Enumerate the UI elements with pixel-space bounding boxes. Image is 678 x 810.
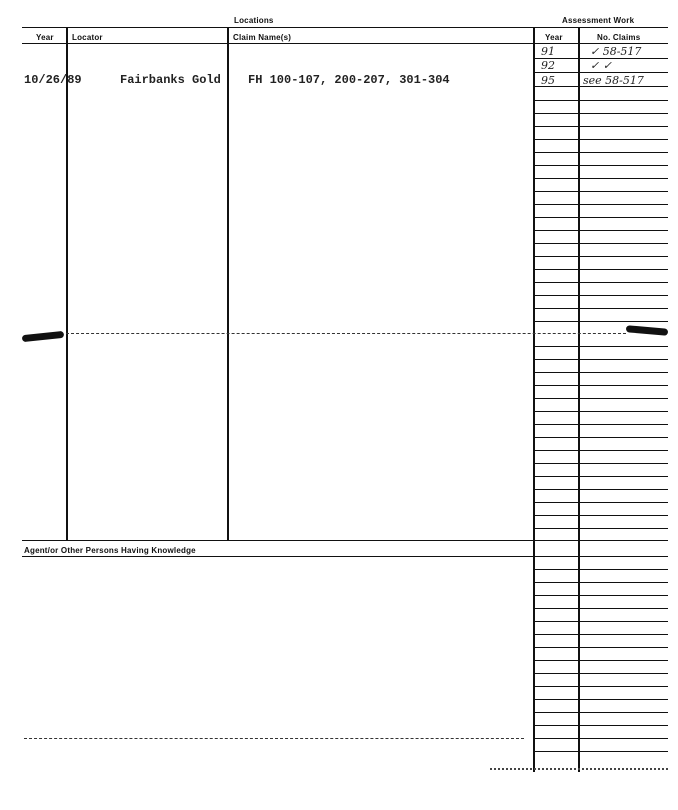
- no-claims-column-header: No. Claims: [597, 33, 641, 42]
- ruled-line: [533, 686, 668, 687]
- ruled-line: [533, 346, 668, 347]
- ruled-line: [533, 738, 668, 739]
- header-top-rule: [22, 27, 668, 28]
- ruled-line: [533, 712, 668, 713]
- ruled-line: [533, 191, 668, 192]
- ruled-line: [533, 217, 668, 218]
- ruled-line: [533, 385, 668, 386]
- ruled-line: [533, 673, 668, 674]
- assessment-claims-3: see 58-517: [583, 74, 644, 87]
- ruled-line: [533, 608, 668, 609]
- fold-line: [66, 333, 626, 334]
- ruled-line: [533, 321, 668, 322]
- locations-header: Locations: [234, 16, 274, 25]
- year-locator-divider: [66, 27, 68, 540]
- ruled-line: [533, 308, 668, 309]
- header-bottom-rule: [22, 43, 668, 44]
- ruled-line: [533, 256, 668, 257]
- ruled-line: [533, 230, 668, 231]
- ruled-line: [533, 269, 668, 270]
- ruled-line: [533, 647, 668, 648]
- ruled-line: [533, 243, 668, 244]
- ruled-line: [533, 178, 668, 179]
- ruled-line: [533, 489, 668, 490]
- assessment-work-header: Assessment Work: [562, 16, 635, 25]
- ruled-line: [533, 725, 668, 726]
- assessment-claims-1: ✓ 58-517: [590, 45, 642, 58]
- ruled-line: [533, 139, 668, 140]
- fold-ink-mark-right: [626, 325, 668, 336]
- ruled-line: [533, 463, 668, 464]
- bottom-scan-artifact: [490, 768, 668, 770]
- ruled-line: [533, 113, 668, 114]
- assessment-claims-2: ✓ ✓: [590, 59, 612, 72]
- ruled-line: [533, 359, 668, 360]
- assessment-year-column-header: Year: [545, 33, 563, 42]
- agent-section-header: Agent/or Other Persons Having Knowledge: [24, 546, 196, 555]
- ruled-line: [533, 556, 668, 557]
- ruled-line: [533, 528, 668, 529]
- ruled-line: [533, 515, 668, 516]
- ruled-line: [533, 424, 668, 425]
- lower-fold-line: [24, 738, 524, 739]
- ruled-line: [533, 502, 668, 503]
- ruled-line: [533, 699, 668, 700]
- ruled-line: [533, 282, 668, 283]
- locator-claims-divider: [227, 27, 229, 540]
- ruled-line: [533, 126, 668, 127]
- entry-locator: Fairbanks Gold: [120, 73, 221, 87]
- ruled-line: [533, 476, 668, 477]
- ruled-line: [533, 621, 668, 622]
- entry-claims: FH 100-107, 200-207, 301-304: [248, 73, 450, 87]
- ruled-line: [533, 569, 668, 570]
- ruled-line: [533, 634, 668, 635]
- locator-column-header: Locator: [72, 33, 103, 42]
- fold-ink-mark-left: [22, 331, 65, 342]
- assessment-year-1: 91: [541, 45, 555, 58]
- assessment-year-3: 95: [541, 74, 555, 87]
- ruled-line: [533, 411, 668, 412]
- ruled-line: [533, 295, 668, 296]
- ruled-line: [533, 660, 668, 661]
- ruled-line: [533, 100, 668, 101]
- assessment-year-2: 92: [541, 59, 555, 72]
- ruled-line: [533, 152, 668, 153]
- agent-section-top-rule: [22, 540, 668, 541]
- entry-date: 10/26/89: [24, 73, 82, 87]
- ruled-line: [533, 437, 668, 438]
- ruled-line: [533, 72, 668, 73]
- ruled-line: [533, 398, 668, 399]
- ruled-line: [533, 450, 668, 451]
- ruled-line: [533, 595, 668, 596]
- claim-names-column-header: Claim Name(s): [233, 33, 292, 42]
- ruled-line: [533, 582, 668, 583]
- ruled-line: [533, 372, 668, 373]
- ruled-line: [533, 204, 668, 205]
- year-column-header: Year: [36, 33, 54, 42]
- ruled-line: [533, 165, 668, 166]
- ruled-line: [533, 751, 668, 752]
- agent-section-header-rule: [22, 556, 534, 557]
